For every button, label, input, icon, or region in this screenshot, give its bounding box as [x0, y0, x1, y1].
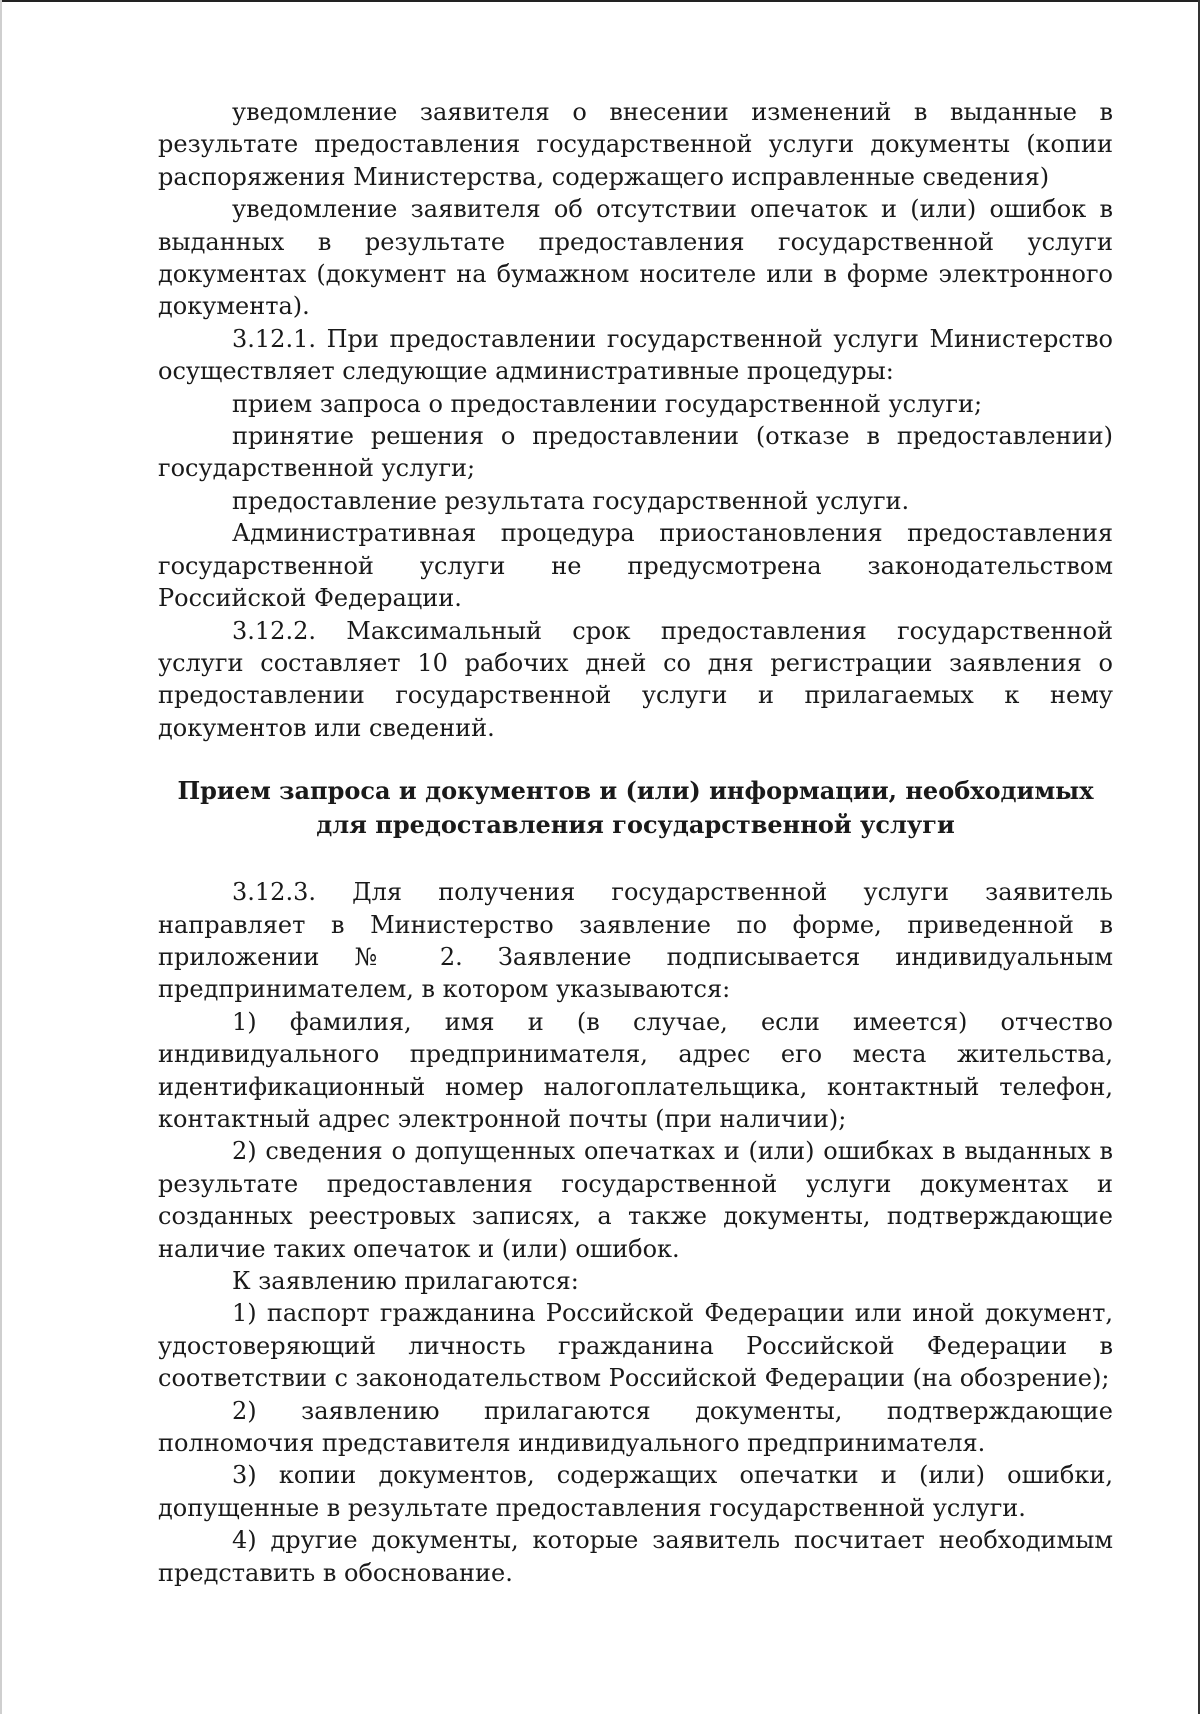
paragraph-3-12-1: 3.12.1. При предоставлении государственной услуги Министерство осуществляет следующие административные процедуры:: [158, 324, 1113, 386]
scan-edge-left: [0, 0, 2, 1714]
paragraph-3-12-2: 3.12.2. Максимальный срок предоставления государственной услуги составляет 10 рабочих дней со дня регистрации заявления о предоставлении государственной услуги и прилагаемых к нему документов или сведений.: [158, 616, 1113, 742]
paragraph-attachment-2: 2) заявлению прилагаются документы, подтверждающие полномочия представителя индивидуального предпринимателя.: [158, 1396, 1113, 1458]
paragraph-3-12-3: 3.12.3. Для получения государственной услуги заявитель направляет в Министерство заявление по форме, приведенной в приложении № 2. Заявление подписывается индивидуальным предпринимателем, в котором указываются:: [158, 878, 1113, 1004]
paragraph-item-1: 1) фамилия, имя и (в случае, если имеется) отчество индивидуального предпринимателя, адрес его места жительства, идентификационный номер налогоплательщика, контактный телефон, контактный адрес электронной почты (при наличии);: [158, 1007, 1113, 1133]
scan-edge-top: [0, 0, 1200, 2]
paragraph-procedure-1: прием запроса о предоставлении государственной услуги;: [232, 389, 983, 418]
document-body: [158, 96, 1113, 1589]
paragraph-procedure-3: предоставление результата государственной услуги.: [232, 486, 910, 515]
paragraph-procedure-2: принятие решения о предоставлении (отказе в предоставлении) государственной услуги;: [158, 422, 1113, 483]
paragraph-notice-changes: уведомление заявителя о внесении изменений в выданные в результате предоставления государственной услуги документы (копии распоряжения Министерства, содержащего исправленные сведения): [158, 98, 1113, 191]
section-heading: Прием запроса и документов и (или) информации, необходимых для предоставления государственной услуги: [177, 776, 1094, 840]
paragraph-attachment-1: 1) паспорт гражданина Российской Федерации или иной документ, удостоверяющий личность гражданина Российской Федерации в соответствии с законодательством Российской Федерации (на обозрение);: [158, 1299, 1113, 1393]
paragraph-notice-no-errors: уведомление заявителя об отсутствии опечаток и (или) ошибок в выданных в результате предоставления государственной услуги документах (документ на бумажном носителе или в форме электронного документа).: [158, 195, 1113, 321]
paragraph-attachment-3: 3) копии документов, содержащих опечатки и (или) ошибки, допущенные в результате предоставления государственной услуги.: [158, 1461, 1113, 1522]
paragraph-attachment-4: 4) другие документы, которые заявитель посчитает необходимым представить в обоснование.: [158, 1526, 1113, 1587]
paragraph-item-2: 2) сведения о допущенных опечатках и (или) ошибках в выданных в результате предоставления государственной услуги документах и созданных реестровых записях, а также документы, подтверждающие наличие таких опечаток и (или) ошибок.: [158, 1137, 1113, 1263]
paragraph-suspension: Административная процедура приостановления предоставления государственной услуги не предусмотрена законодательством Российской Федерации.: [158, 519, 1113, 613]
paragraph-attachments-intro: К заявлению прилагаются:: [232, 1267, 579, 1295]
